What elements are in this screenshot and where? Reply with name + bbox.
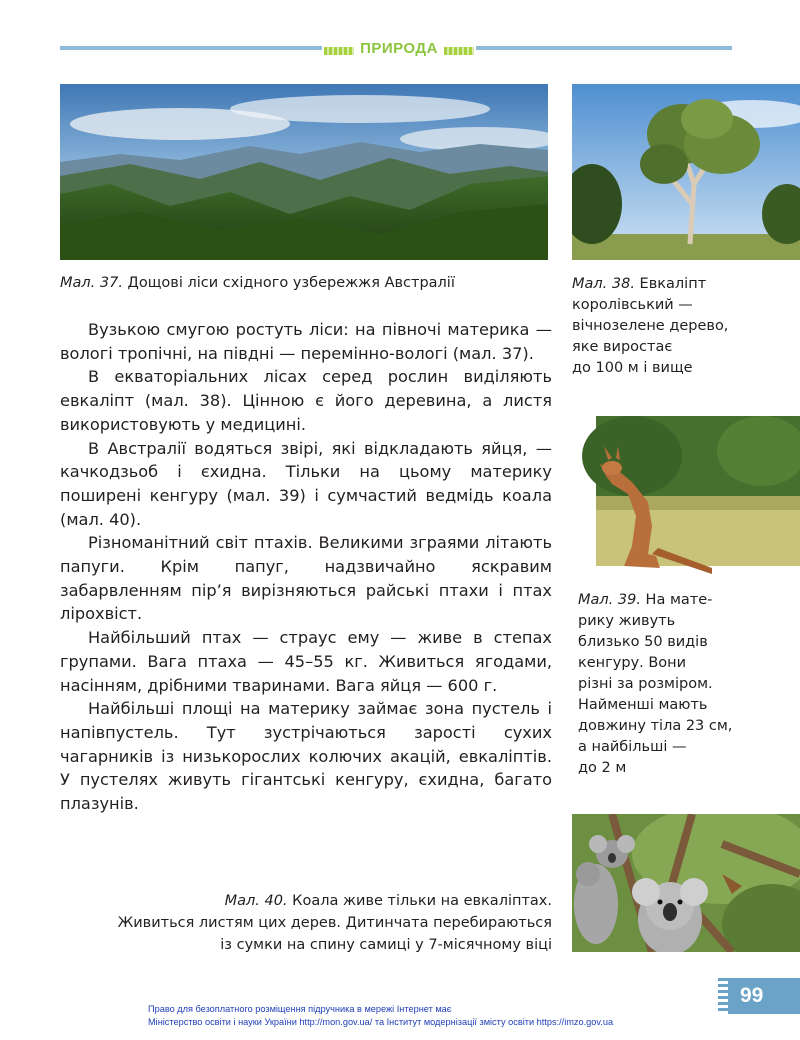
footer-line: Право для безоплатного розміщення підручника в мережі Інтернет має [148,1004,452,1014]
page-tab-notch [718,978,728,1014]
figure-38-line: яке виростає [572,339,673,355]
kangaroo-photo [572,416,800,578]
figure-38-label: Мал. 38. [572,276,635,292]
header-rule-left [60,46,322,50]
paragraph: В екваторіальних лісах серед рослин виділяють евкаліпт (мал. 38). Цінною є його деревина, а листя використовують у медицині. [60,367,552,434]
figure-39-line: довжину тіла 23 см, [578,718,733,734]
figure-39-line: до 2 м [578,760,627,776]
figure-40-line: із сумки на спину самиці у 7-місячному віці [220,937,552,953]
figure-39-line: близько 50 видів [578,634,708,650]
figure-39-line: а найбільші — [578,739,687,755]
figure-38-line: вічнозелене дерево, [572,318,729,334]
figure-37-label: Мал. 37. [60,275,123,291]
page-number-tab [718,978,800,1014]
paragraph: Найбільші площі на материку займає зона пустель і напівпустель. Тут зустрічаються зарості сухих чагарників із низькорослих колючих акацій, евкаліптів. У пустелях живуть гігантські кенгуру, єхидна, багато плазунів. [60,699,552,814]
paragraph: Вузькою смугою ростуть ліси: на півночі материка — вологі тропічні, на півдні — перемінно-вологі (мал. 37). [60,320,552,363]
header-rule-right [476,46,732,50]
eucalyptus-photo [572,84,800,260]
figure-40-line: Коала живе тільки на евкаліптах. [287,893,552,909]
figure-37-caption [60,273,540,294]
paragraph: Найбільший птах — страус ему — живе в степах групами. Вага птаха — 45–55 кг. Живиться ягодами, насінням, дрібними тваринами. Вага яйця — 600 г. [60,628,552,695]
figure-39-caption [578,590,800,779]
figure-38-caption [572,274,800,379]
paragraph: Різноманітний світ птахів. Великими зграями літають папуги. Крім папуг, надзвичайно яскравим забарвленням пір’я вирізняються райські птахи і птах лірохвіст. [60,533,552,624]
figure-40-line: Живиться листям цих дерев. Дитинчата перебираються [117,915,552,931]
figure-39-line: Найменші мають [578,697,708,713]
page-number: 99 [740,984,764,1007]
main-text [60,318,552,816]
figure-39-line: На мате- [640,592,713,608]
figure-39-line: кенгуру. Вони [578,655,687,671]
rainforest-photo [60,84,548,260]
figure-37-text: Дощові ліси східного узбережжя Австралії [122,275,455,291]
figure-39-label: Мал. 39. [578,592,641,608]
grass-ornament-left [324,47,354,55]
figure-38-line: Евкаліпт [634,276,707,292]
grass-ornament-right [444,47,474,55]
figure-40-caption [60,890,552,956]
copyright-footer [148,1003,718,1029]
figure-40-label: Мал. 40. [224,893,288,909]
figure-39-line: рику живуть [578,613,676,629]
footer-line: Міністерство освіти і науки України http://mon.gov.ua/ та Інститут модернізації змісту освіти https://imzo.gov.ua [148,1017,614,1027]
figure-38-line: до 100 м і вище [572,360,693,376]
section-header [322,37,476,59]
figure-39-line: різні за розміром. [578,676,713,692]
paragraph: В Австралії водяться звірі, які відкладають яйця, — качкодзьоб і єхидна. Тільки на цьому материку поширені кенгуру (мал. 39) і сумчастий ведмідь коала (мал. 40). [60,438,552,529]
figure-38-line: королівський — [572,297,693,313]
koala-photo [572,814,800,952]
section-title: ПРИРОДА [360,39,438,57]
